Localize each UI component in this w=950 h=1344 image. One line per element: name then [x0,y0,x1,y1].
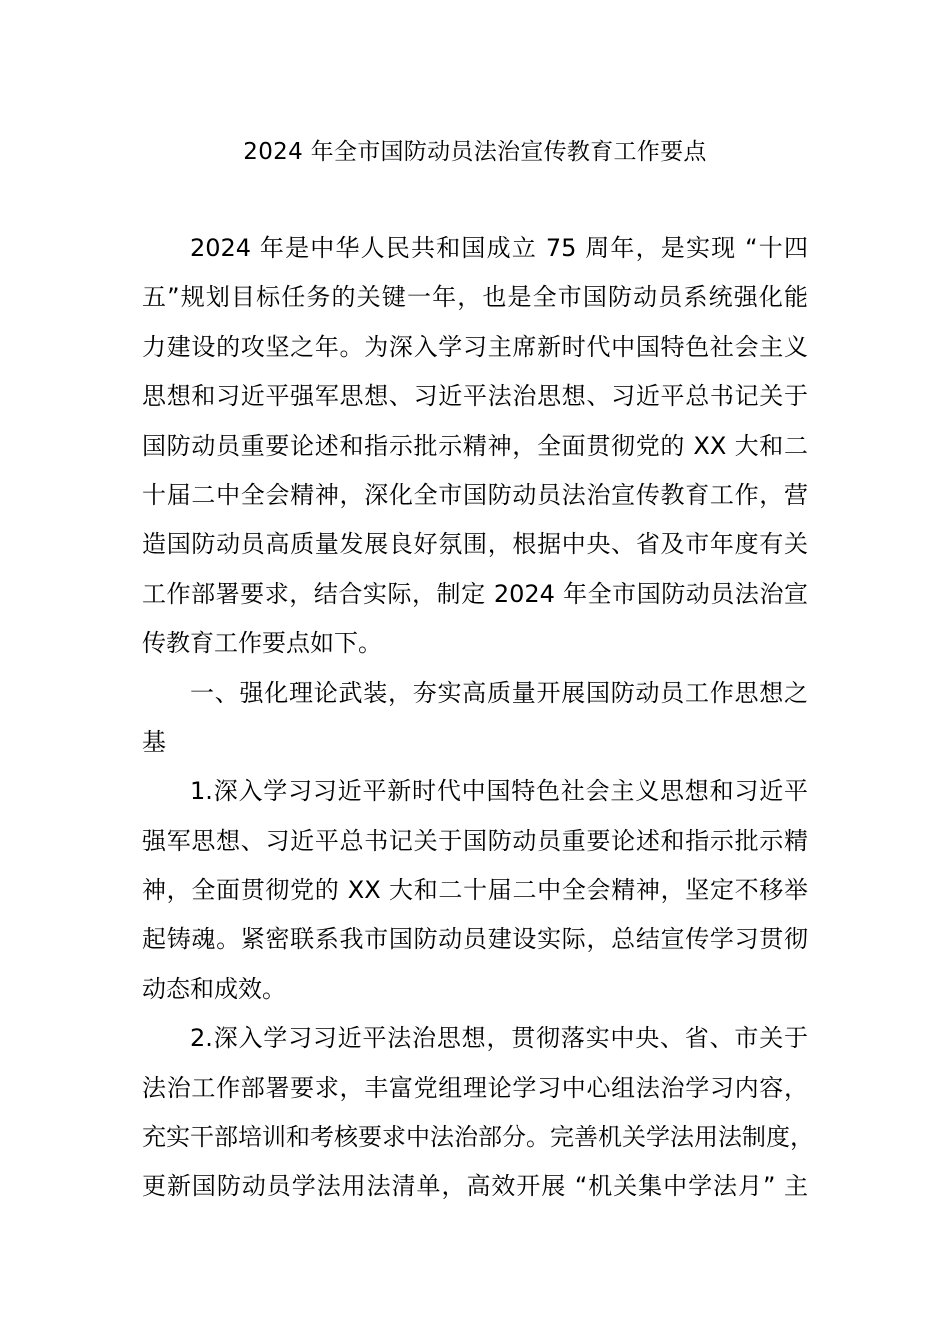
document-title: 2024 年全市国防动员法治宣传教育工作要点 [243,139,707,165]
paragraph-1-line-4: 思想和习近平强军思想、习近平法治思想、习近平总书记关于 [142,382,808,411]
item-2-line-2: 法治工作部署要求，丰富党组理论学习中心组法治学习内容， [142,1073,808,1102]
item-1-line-5: 动态和成效。 [142,974,286,1003]
paragraph-1-line-6: 十届二中全会精神，深化全市国防动员法治宣传教育工作，营 [142,480,808,509]
paragraph-1-line-8: 工作部署要求，结合实际，制定 2024 年全市国防动员法治宣 [142,579,808,608]
paragraph-1-line-2: 五”规划目标任务的关键一年，也是全市国防动员系统强化能 [142,283,808,312]
item-2-line-3: 充实干部培训和考核要求中法治部分。完善机关学法用法制度， [142,1123,814,1152]
document-body [142,224,814,1212]
section-heading-1-line-2: 基 [142,727,166,756]
paragraph-1-line-1: 2024 年是中华人民共和国成立 75 周年，是实现 “十四 [190,234,808,262]
paragraph-1-line-5: 国防动员重要论述和指示批示精神，全面贯彻党的 XX 大和二 [142,431,808,460]
item-1-line-3: 神，全面贯彻党的 XX 大和二十届二中全会精神，坚定不移举 [142,876,808,905]
section-heading-1-line-1: 一、强化理论武装，夯实高质量开展国防动员工作思想之 [190,678,808,707]
item-1-line-2: 强军思想、习近平总书记关于国防动员重要论述和指示批示精 [142,826,808,855]
paragraph-1-line-9: 传教育工作要点如下。 [142,629,382,658]
item-2-line-4: 更新国防动员学法用法清单，高效开展 “机关集中学法月” 主 [142,1172,808,1201]
item-1-line-4: 起铸魂。紧密联系我市国防动员建设实际，总结宣传学习贯彻 [142,925,808,954]
paragraph-1-line-3: 力建设的攻坚之年。为深入学习主席新时代中国特色社会主义 [142,332,808,361]
item-1-line-1: 1.深入学习习近平新时代中国特色社会主义思想和习近平 [190,777,808,806]
item-2-line-1: 2.深入学习习近平法治思想，贯彻落实中央、省、市关于 [190,1024,808,1053]
paragraph-1-line-7: 造国防动员高质量发展良好氛围，根据中央、省及市年度有关 [142,530,808,559]
